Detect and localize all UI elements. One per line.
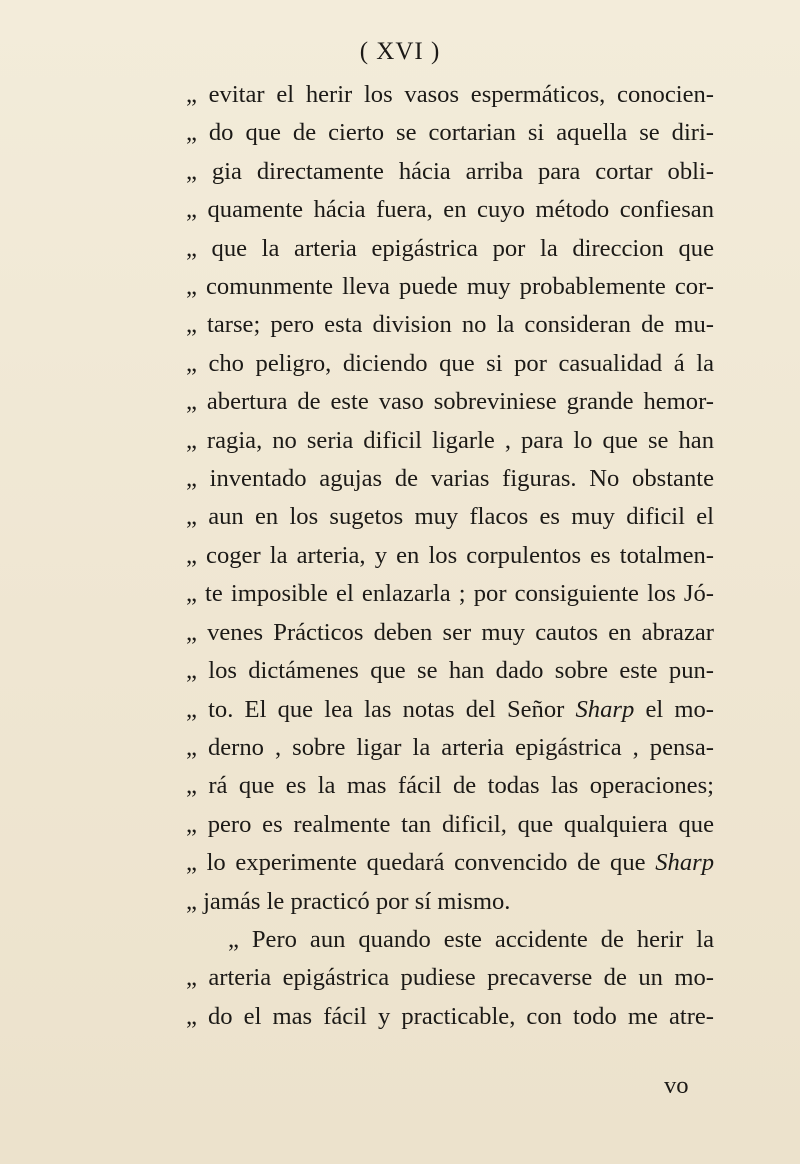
text-line <box>186 844 714 882</box>
catchword: vo <box>664 1072 689 1099</box>
italic-name: Sharp <box>655 849 714 877</box>
page-header: ( XVI ) <box>359 38 441 65</box>
text-line: „ cho peligro, diciendo que si por casualidad á la <box>186 349 714 377</box>
text-segment: el mo- <box>634 695 714 723</box>
text-line: „ gia directamente hácia arriba para cortar obli- <box>186 157 714 185</box>
text-line: „ ragia, no seria dificil ligarle , para lo que se han <box>186 426 714 454</box>
body-text <box>186 76 714 1036</box>
text-line: „ comunmente lleva puede muy probablemente cor- <box>186 273 714 301</box>
italic-name: Sharp <box>575 695 635 723</box>
text-line: „ rá que es la mas fácil de todas las operaciones; <box>186 772 714 800</box>
text-line: „ los dictámenes que se han dado sobre este pun- <box>186 657 714 685</box>
text-line: „ coger la arteria, y en los corpulentos es totalmen- <box>186 541 714 569</box>
text-line: „ inventado agujas de varias figuras. No obstante <box>186 465 714 493</box>
text-line: „ Pero aun quando este accidente de herir la <box>228 925 714 953</box>
text-line: „ do que de cierto se cortarian si aquella se diri- <box>186 119 714 147</box>
text-line: „ do el mas fácil y practicable, con todo me atre- <box>186 1002 714 1030</box>
text-line: „ quamente hácia fuera, en cuyo método confiesan <box>186 196 714 224</box>
text-line: „ aun en los sugetos muy flacos es muy dificil el <box>186 503 714 531</box>
text-line: „ pero es realmente tan dificil, que qualquiera que <box>186 810 714 838</box>
text-line: „ venes Prácticos deben ser muy cautos en abrazar <box>186 618 714 646</box>
text-line: „ arteria epigástrica pudiese precaverse de un mo- <box>186 964 714 992</box>
text-line: „ te imposible el enlazarla ; por consiguiente los Jó- <box>186 580 714 608</box>
text-line: „ evitar el herir los vasos espermáticos, conocien- <box>186 81 714 108</box>
text-line <box>186 691 714 729</box>
text-line: „ abertura de este vaso sobreviniese grande hemor- <box>186 388 714 416</box>
text-line: „ que la arteria epigástrica por la direccion que <box>186 234 714 262</box>
text-line: „ derno , sobre ligar la arteria epigástrica , pensa- <box>186 733 714 761</box>
text-segment: „ lo experimente quedará convencido de que <box>186 849 656 877</box>
text-line: „ tarse; pero esta division no la consideran de mu- <box>186 311 714 339</box>
text-segment: „ to. El que lea las notas del Señor <box>186 695 576 723</box>
text-line: „ jamás le practicó por sí mismo. <box>186 887 511 915</box>
